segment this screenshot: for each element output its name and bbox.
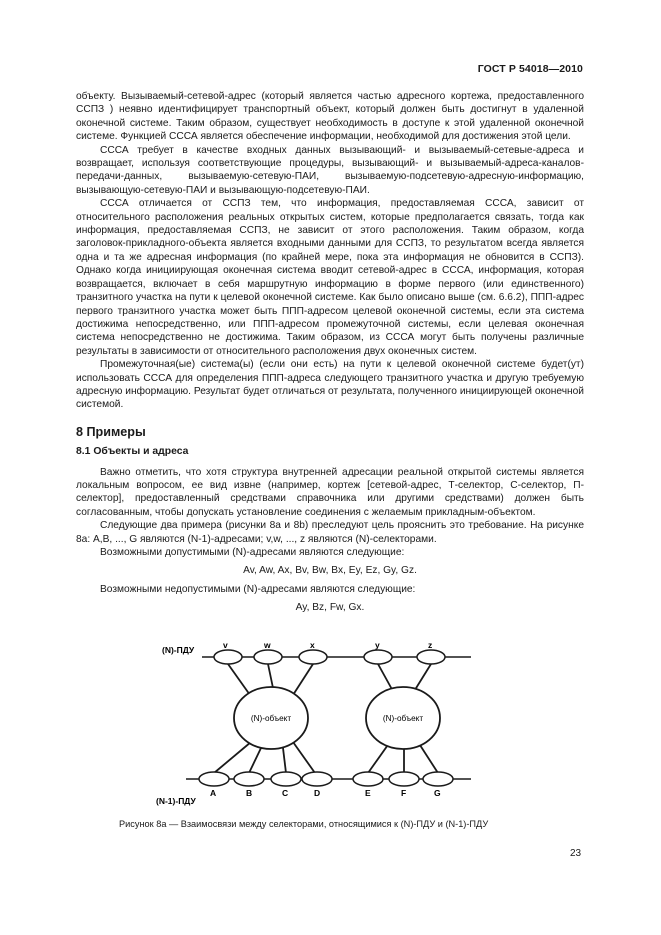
sap-label-C: C: [282, 788, 289, 798]
paragraph: СССА требует в качестве входных данных вызывающий- и вызываемый-сетевые-адреса и возвращает, используя соответствующие процедуры, вызывающий- и вызываемый-адреса-каналов-передачи-данных, вызываемую-сетевую-ПАИ, вызываемую-подсетевую-адресную-информацию, вызывающую-сетевую-ПАИ и вызывающую-подсетевую-ПАИ.: [76, 144, 584, 196]
paragraph: объекту. Вызываемый-сетевой-адрес (который является частью адресного кортежа, предоставленного ССПЗ ) неявно идентифицирует транспортный объект, который должен быть достигнут в удаленной оконечной системе. Таким образом, существует необходимость в доступе к этой удаленной оконечной системе. Функцией СССА является обеспечение информации, необходимой для достижения этой цели.: [76, 91, 584, 143]
lower-layer-label: (N-1)-ПДУ: [156, 796, 196, 806]
sap-D: [302, 772, 332, 786]
sap-label-B: B: [246, 788, 253, 798]
subsection-heading: 8.1 Объекты и адреса: [76, 446, 189, 458]
paragraph: Промежуточная(ые) система(ы) (если они есть) на пути к целевой оконечной системе будет(ут) использовать СССА для определения ППП-адреса следующего транзитного участка и другую требуемую адресную информацию. Результат будет отличаться от результата, полученного инициирующей оконечной системой.: [76, 359, 584, 411]
sap-label-A: A: [210, 788, 217, 798]
sap-label-E: E: [365, 788, 371, 798]
entity-left-label: (N)-объект: [250, 714, 292, 723]
page-number: 23: [570, 848, 582, 859]
sap-F: [389, 772, 419, 786]
section-heading: 8 Примеры: [76, 424, 146, 439]
sap-E: [353, 772, 383, 786]
valid-addresses-list: Av, Aw, Ax, Bv, Bw, Bx, Ey, Ez, Gy, Gz.: [243, 565, 417, 577]
sap-A: [199, 772, 229, 786]
entity-right-label: (N)-объект: [382, 714, 424, 723]
selectors-diagram: [150, 638, 480, 810]
invalid-addresses-list: Ay, Bz, Fw, Gx.: [295, 602, 365, 614]
figure-caption: Рисунок 8а — Взаимосвязи между селекторами, относящимися к (N)-ПДУ и (N-1)-ПДУ: [119, 819, 489, 829]
paragraph: Следующие два примера (рисунки 8а и 8b) преследуют цель прояснить это требование. На рисунке 8а: A,B, ..., G являются (N-1)-адресами; v,w, ..., z являются (N)-селекторами.: [76, 520, 584, 545]
sap-x: [299, 650, 327, 664]
paragraph: СССА отличается от ССПЗ тем, что информация, предоставляемая СССА, зависит от относительного расположения реальных открытых систем, которые предполагается связать, тогда как информация, предоставляемая ССПЗ, не зависит от этого расположения. Таким образом, когда заголовок-прикладного-объекта является входными данными для ССПЗ, то результатом всегда является одна и та же адресная информация (по крайней мере, пока эта информация не обновится в ССПЗ). Однако когда инициирующая оконечная система вводит сетевой-адрес в СССА, информация, которая возвращается, включает в себя маршрутную информацию в форме первого (или единственного) транзитного участка на пути к целевой оконечной системе. Как было описано выше (см. 6.6.2), ППП-адрес первого транзитного участка может быть ППП-адресом целевой оконечной системы, если эта система достижима непосредственно, или ППП-адресом промежуточной системы, если целевая оконечная система непосредственно не достижима. Таким образом, из СССА могут быть получены различные результаты в зависимости от относительного расположения двух оконечных систем.: [76, 198, 584, 357]
paragraph: Возможными допустимыми (N)-адресами являются следующие:: [100, 547, 405, 558]
body-text: [76, 90, 584, 620]
sap-label-D: D: [314, 788, 321, 798]
standard-number: ГОСТ Р 54018—2010: [477, 63, 583, 75]
sap-w: [254, 650, 282, 664]
sap-B: [234, 772, 264, 786]
sap-v: [214, 650, 242, 664]
sap-label-x: x: [310, 640, 315, 650]
sap-label-z: z: [428, 640, 433, 650]
sap-label-G: G: [434, 788, 441, 798]
paragraph: Важно отметить, что хотя структура внутренней адресации реальной открытой системы является локальным вопросом, ее вид извне (например, кортеж [сетевой-адрес, Т-селектор, С-селектор, П-селектор], предоставленный средствами справочника или другими средствами) должен быть согласованным, чтобы допускать установление соединения с желаемым прикладным-объектом.: [76, 466, 584, 518]
lower-saps: [199, 772, 453, 786]
sap-y: [364, 650, 392, 664]
sap-label-y: y: [375, 640, 380, 650]
sap-C: [271, 772, 301, 786]
sap-z: [417, 650, 445, 664]
sap-label-w: w: [264, 640, 271, 650]
sap-G: [423, 772, 453, 786]
sap-label-F: F: [401, 788, 407, 798]
upper-layer-label: (N)-ПДУ: [162, 645, 195, 655]
sap-label-v: v: [223, 640, 228, 650]
paragraph: Возможными недопустимыми (N)-адресами являются следующие:: [100, 583, 416, 595]
